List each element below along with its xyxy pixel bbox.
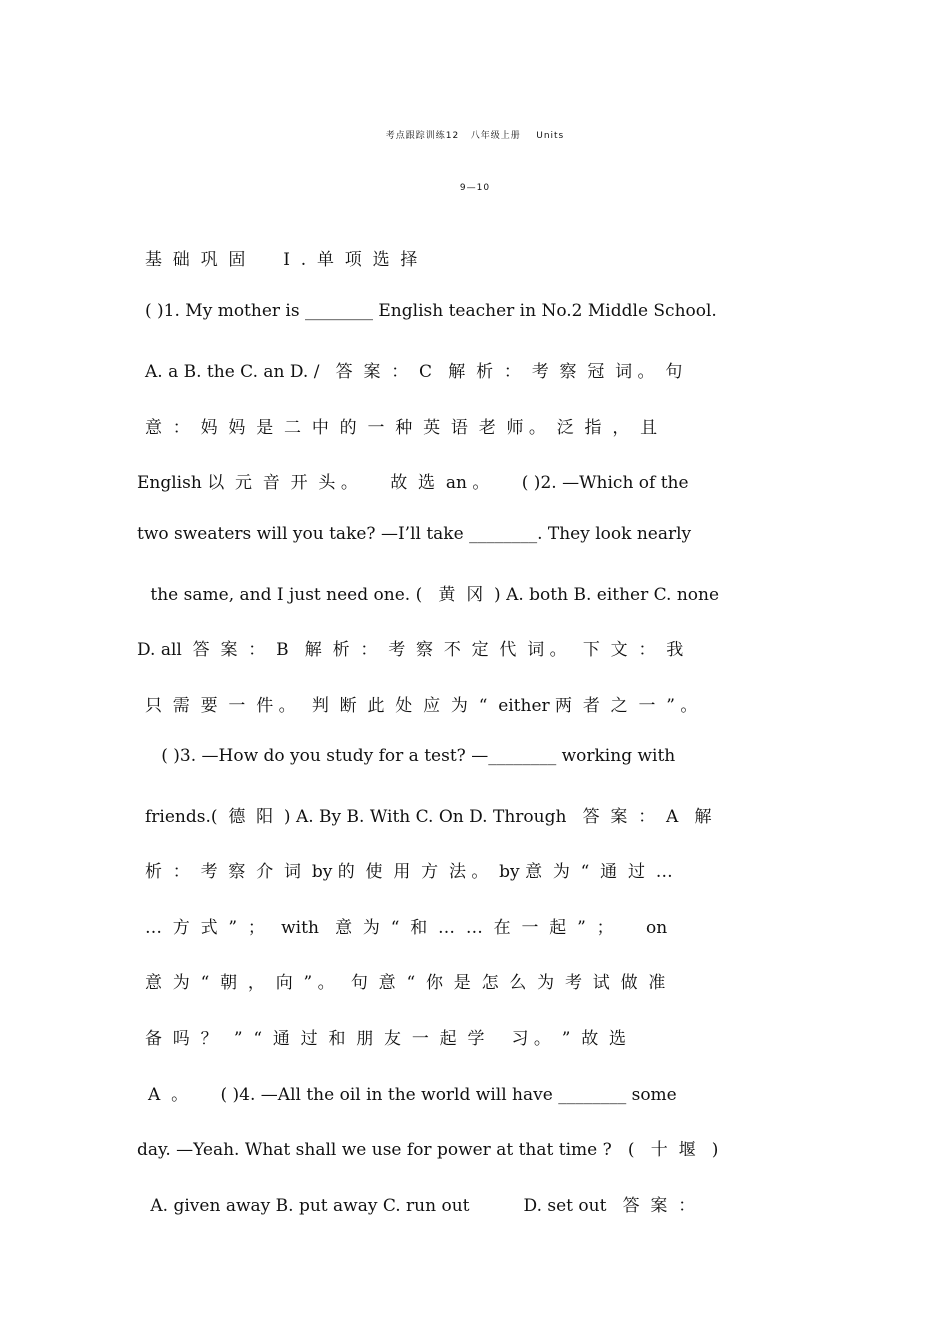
section-heading: 基 础 巩 固 I . 单 项 选 择 [145, 250, 418, 270]
text-line: ( )3. —How do you study for a test? —________ working with [145, 746, 676, 766]
text-line: 意 为 “ 朝 ， 向 ” 。 句 意 “ 你 是 怎 么 为 考 试 做 准 [145, 973, 666, 993]
text-line: friends.( 德 阳 ) A. By B. With C. On D. Through 答 案 ： A 解 [145, 807, 712, 827]
text-line: D. all 答 案 ： B 解 析 ： 考 察 不 定 代 词 。 下 文 ： 我 [137, 640, 684, 660]
text-line: the same, and I just need one. ( 黄 冈 ) A. both B. either C. none [145, 585, 720, 605]
document-title: 考点跟踪训练12 八年级上册 Units [385, 131, 565, 141]
text-line: 意 ： 妈 妈 是 二 中 的 一 种 英 语 老 师 。 泛 指 ， 且 [145, 418, 658, 438]
text-line: English 以 元 音 开 头 。 故 选 an 。 ( )2. —Which of the [137, 473, 689, 493]
text-line: 析 ： 考 察 介 词 by 的 使 用 方 法 。 by 意 为 “ 通 过 … [145, 862, 673, 882]
text-line: … 方 式 ” ； with 意 为 “ 和 … … 在 一 起 ” ； on [145, 918, 668, 938]
text-line: ( )1. My mother is ________ English teacher in No.2 Middle School. [145, 301, 717, 321]
text-line: 备 吗 ？ ” “ 通 过 和 朋 友 一 起 学 习 。 ” 故 选 [145, 1029, 627, 1049]
text-line: 只 需 要 一 件 。 判 断 此 处 应 为 “ either 两 者 之 一 ” 。 [145, 696, 698, 716]
document-title-continued: 9—10 [459, 183, 491, 193]
text-line: two sweaters will you take? —I’ll take ________. They look nearly [137, 524, 692, 544]
text-line: day. —Yeah. What shall we use for power at that time ? ( 十 堰 ) [137, 1140, 719, 1160]
text-line: A 。 ( )4. —All the oil in the world will have ________ some [148, 1085, 677, 1105]
text-line: A. given away B. put away C. run out D. set out 答 案 ： [145, 1196, 696, 1216]
text-line: A. a B. the C. an D. / 答 案 ： C 解 析 ： 考 察 冠 词 。 句 [145, 362, 683, 382]
